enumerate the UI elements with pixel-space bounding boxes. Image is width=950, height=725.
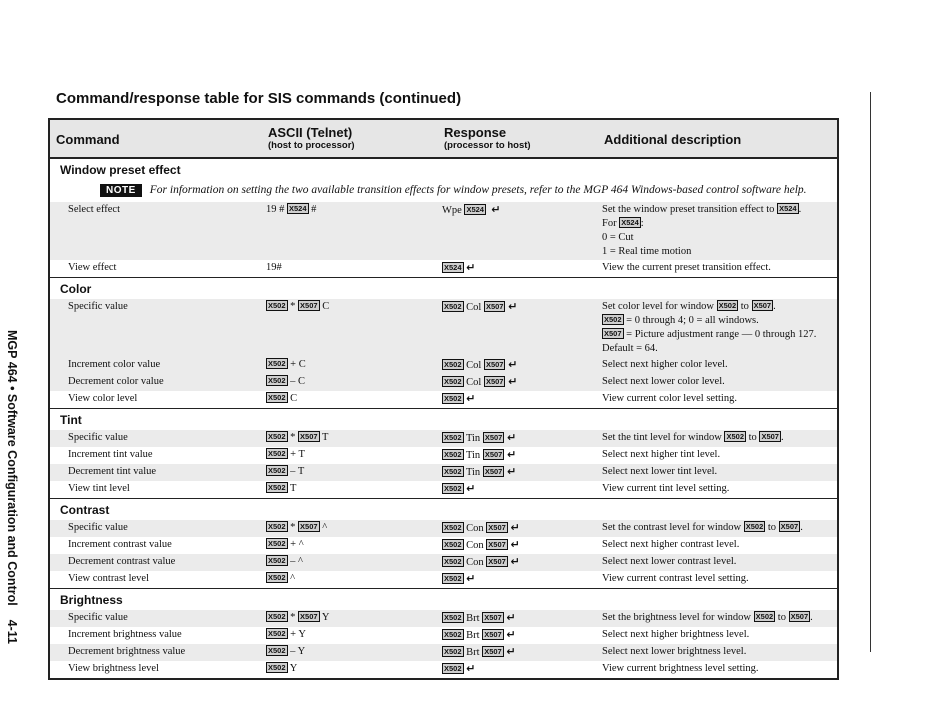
variable-box: X502 <box>745 522 764 531</box>
table-cell: View current color level setting. <box>602 393 737 404</box>
variable-box: X502 <box>268 539 286 548</box>
table-cell <box>49 180 838 202</box>
variable-box: X502 <box>268 359 286 368</box>
page-title: Command/response table for SIS commands (continued) <box>56 90 462 107</box>
table-row <box>49 464 838 481</box>
table-cell: X502 – Y <box>262 644 438 661</box>
table-cell <box>438 661 598 679</box>
variable-box: X502 <box>444 484 462 493</box>
return-icon: ↵ <box>466 482 476 495</box>
note-badge: NOTE <box>100 184 142 197</box>
variable-box: X524 <box>466 205 484 214</box>
table-row <box>49 481 838 499</box>
table-cell: Select next higher color level. <box>598 357 838 374</box>
table-cell: X502 Brt X507 ↵ <box>444 628 516 641</box>
note-text: For information on setting the two available transition effects for window presets, refer to the MGP 464 Windows-based control software help. <box>149 184 807 196</box>
table-row <box>49 357 838 374</box>
variable-box: X502 <box>268 449 286 458</box>
variable-box: X502 <box>444 377 462 386</box>
table-cell: Wpe X524 ↵ <box>438 202 598 260</box>
return-icon: ↵ <box>506 448 517 461</box>
table-cell: View current contrast level setting. <box>602 573 749 584</box>
table-row <box>49 374 838 391</box>
table-cell: View current brightness level setting. <box>602 663 759 674</box>
table-cell: Increment contrast value <box>68 539 172 550</box>
table-cell: Decrement color value <box>49 374 262 391</box>
table-cell: X502 Con X507 ↵ <box>438 520 598 537</box>
table-cell: X502 C <box>268 393 298 404</box>
variable-box: X524 <box>621 218 639 227</box>
variable-box: X502 <box>444 613 462 622</box>
table-cell: Increment tint value <box>68 449 153 460</box>
table-cell: Set the contrast level for window X502 to X507 . <box>598 520 838 537</box>
table-cell: Select next higher brightness level. <box>602 629 750 640</box>
note-row <box>49 180 838 202</box>
table-cell: X502 – ^ <box>262 554 438 571</box>
section-heading-brightness <box>49 589 838 611</box>
variable-box: X507 <box>484 630 502 639</box>
return-icon: ↵ <box>506 431 517 444</box>
table-cell: View the current preset transition effect. <box>602 262 771 273</box>
table-cell: X502 T <box>268 483 297 494</box>
return-icon: ↵ <box>508 358 518 371</box>
variable-box: X502 <box>268 376 286 385</box>
variable-box: X502 <box>444 394 462 403</box>
return-icon: ↵ <box>506 645 516 658</box>
header-response: Response (processor to host) <box>438 119 598 158</box>
table-cell: View tint level <box>68 483 130 494</box>
return-icon: ↵ <box>466 392 476 405</box>
variable-box: X507 <box>300 612 318 621</box>
table-row <box>49 520 838 537</box>
table-cell: View color level <box>68 393 138 404</box>
variable-box: X507 <box>488 523 506 532</box>
table-cell: Select next lower tint level. <box>598 464 838 481</box>
table-cell: X502 – T <box>262 464 438 481</box>
table-cell <box>438 571 598 589</box>
table-cell: X502 * X507 ^ <box>262 520 438 537</box>
header-ascii: ASCII (Telnet) (host to processor) <box>262 119 438 158</box>
table-row <box>49 537 838 554</box>
variable-box: X502 <box>444 557 462 566</box>
variable-box: X502 <box>268 522 286 531</box>
table-cell: Select next lower brightness level. <box>598 644 838 661</box>
table-cell: Color <box>49 278 838 300</box>
variable-box: X502 <box>444 360 462 369</box>
variable-box: X502 <box>718 301 737 310</box>
table-row <box>49 627 838 644</box>
table-row <box>49 299 838 357</box>
return-icon: ↵ <box>510 555 520 568</box>
table-row <box>49 202 838 260</box>
table-cell: Tint <box>49 409 838 431</box>
variable-box: X502 <box>268 663 286 672</box>
table-cell: Select next higher contrast level. <box>602 539 740 550</box>
return-icon: ↵ <box>506 465 517 478</box>
variable-box: X502 <box>268 629 286 638</box>
table-row <box>49 644 838 661</box>
table-cell: X502 + Y <box>268 629 306 640</box>
table-cell: X502 Brt X507 ↵ <box>438 610 598 627</box>
table-cell: View effect <box>68 262 117 273</box>
table-cell: Decrement brightness value <box>49 644 262 661</box>
table-cell: X502 * X507 T <box>262 430 438 447</box>
variable-box: X502 <box>444 467 462 476</box>
section-heading-contrast <box>49 499 838 521</box>
table-cell: X502 Col X507 ↵ <box>438 299 598 357</box>
side-running-header <box>0 330 24 650</box>
variable-box: X502 <box>268 466 286 475</box>
table-cell: Decrement tint value <box>49 464 262 481</box>
table-cell: X502 Y <box>268 663 298 674</box>
variable-box: X502 <box>444 574 462 583</box>
table-cell: X502 + ^ <box>268 539 304 550</box>
variable-box: X507 <box>753 301 772 310</box>
page-number: 4-11 <box>5 619 19 644</box>
variable-box: X502 <box>268 393 286 402</box>
table-cell: View brightness level <box>68 663 159 674</box>
table-cell: Decrement contrast value <box>49 554 262 571</box>
variable-box: X507 <box>488 540 506 549</box>
table-row <box>49 430 838 447</box>
table-cell: Brightness <box>49 589 838 611</box>
variable-box: X507 <box>300 301 318 310</box>
header-description: Additional description <box>598 119 838 158</box>
table-cell: X502 * X507 C <box>262 299 438 357</box>
table-header <box>49 119 838 158</box>
variable-box: X507 <box>488 557 506 566</box>
variable-box: X502 <box>268 483 286 492</box>
page-rule <box>870 92 871 652</box>
variable-box: X502 <box>444 664 462 673</box>
table-cell: Select next lower contrast level. <box>598 554 838 571</box>
table-cell: Select effect <box>49 202 262 260</box>
table-row <box>49 571 838 589</box>
table-cell: Specific value <box>49 299 262 357</box>
table-cell: View current tint level setting. <box>602 483 730 494</box>
table-row <box>49 554 838 571</box>
table-cell: Select next lower color level. <box>598 374 838 391</box>
variable-box: X507 <box>780 522 799 531</box>
variable-box: X507 <box>484 433 503 442</box>
table-cell: Set the tint level for window X502 to X507 . <box>598 430 838 447</box>
table-cell: X502 ^ <box>268 573 296 584</box>
variable-box: X502 <box>755 612 774 621</box>
variable-box: X507 <box>761 432 779 441</box>
return-icon: ↵ <box>510 521 520 534</box>
return-icon: ↵ <box>510 538 520 551</box>
variable-box: X502 <box>444 523 462 532</box>
return-icon: ↵ <box>466 572 476 585</box>
variable-box: X507 <box>484 647 502 656</box>
table-cell: Set the window preset transition effect to X524 . For X524 : 0 = Cut 1 = Real time motion <box>598 202 838 260</box>
variable-box: X502 <box>268 301 286 310</box>
variable-x524: X524 <box>289 204 307 213</box>
table-cell: X502 + C <box>262 357 438 374</box>
table-cell: X502 Con X507 ↵ <box>438 554 598 571</box>
variable-box: X507 <box>300 432 318 441</box>
return-icon: ↵ <box>491 203 501 216</box>
variable-box: X507 <box>485 377 504 386</box>
variable-box: X507 <box>790 612 809 621</box>
table-cell: X502 Tin X507 ↵ <box>438 430 598 447</box>
table-cell: View contrast level <box>68 573 150 584</box>
table-cell: Specific value <box>49 520 262 537</box>
variable-box: X502 <box>444 647 462 656</box>
table-cell: Increment color value <box>49 357 262 374</box>
table-cell: X502 Col X507 ↵ <box>438 357 598 374</box>
variable-box: X502 <box>444 630 462 639</box>
variable-box: X502 <box>444 433 462 442</box>
variable-box: X502 <box>268 556 286 565</box>
table-row <box>49 447 838 464</box>
table-cell <box>438 391 598 409</box>
variable-box: X502 <box>604 315 622 324</box>
table-cell: 19# <box>266 262 282 273</box>
variable-box: X524 <box>779 204 797 213</box>
variable-box: X507 <box>604 329 622 338</box>
variable-box: X507 <box>485 360 504 369</box>
table-cell: Specific value <box>49 430 262 447</box>
variable-box: X502 <box>726 432 745 441</box>
variable-box: X502 <box>444 302 462 311</box>
table-row <box>49 391 838 409</box>
return-icon: ↵ <box>466 662 476 675</box>
variable-box: X524 <box>444 263 462 272</box>
table-cell: Increment brightness value <box>68 629 182 640</box>
table-row <box>49 610 838 627</box>
table-cell <box>438 481 598 499</box>
variable-box: X502 <box>268 573 286 582</box>
variable-box: X502 <box>268 432 286 441</box>
table-cell: X502 – C <box>262 374 438 391</box>
variable-box: X502 <box>444 450 462 459</box>
header-command: Command <box>49 119 262 158</box>
section-heading-color <box>49 278 838 300</box>
return-icon: ↵ <box>508 375 518 388</box>
variable-box: X507 <box>300 522 318 531</box>
table-row <box>49 260 838 278</box>
table-cell <box>438 260 598 278</box>
table-cell: X502 Con X507 ↵ <box>444 538 520 551</box>
table-cell: X502 * X507 Y <box>262 610 438 627</box>
variable-box: X502 <box>444 540 462 549</box>
table-cell: X502 Brt X507 ↵ <box>438 644 598 661</box>
return-icon: ↵ <box>466 261 476 274</box>
table-cell: Window preset effect <box>60 163 181 177</box>
variable-box: X507 <box>485 302 504 311</box>
return-icon: ↵ <box>506 611 516 624</box>
section-heading-window-preset <box>49 158 838 180</box>
table-cell: 19 # X524 # <box>262 202 438 260</box>
table-cell: Specific value <box>49 610 262 627</box>
variable-box: X502 <box>268 612 286 621</box>
side-label: MGP 464 • Software Configuration and Control <box>5 330 19 606</box>
variable-box: X502 <box>268 646 286 655</box>
return-icon: ↵ <box>508 300 518 313</box>
variable-box: X507 <box>484 467 503 476</box>
table-cell: Select next higher tint level. <box>602 449 721 460</box>
table-cell: X502 Col X507 ↵ <box>438 374 598 391</box>
table-cell: X502 + T <box>268 449 305 460</box>
table-cell: Set the brightness level for window X502 to X507 . <box>598 610 838 627</box>
table-cell: Set color level for window X502 to X507 . X502 = 0 through 4; 0 = all windows. X507 = Picture adjustment range — 0 through 127. Default = 64. <box>598 299 838 357</box>
return-icon: ↵ <box>506 628 516 641</box>
table-cell: X502 Tin X507 ↵ <box>444 448 517 461</box>
table-cell: Contrast <box>49 499 838 521</box>
variable-box: X507 <box>484 450 503 459</box>
table-row <box>49 661 838 679</box>
section-heading-tint <box>49 409 838 431</box>
table-cell: X502 Tin X507 ↵ <box>438 464 598 481</box>
variable-box: X507 <box>484 613 502 622</box>
sis-command-table <box>48 118 839 680</box>
